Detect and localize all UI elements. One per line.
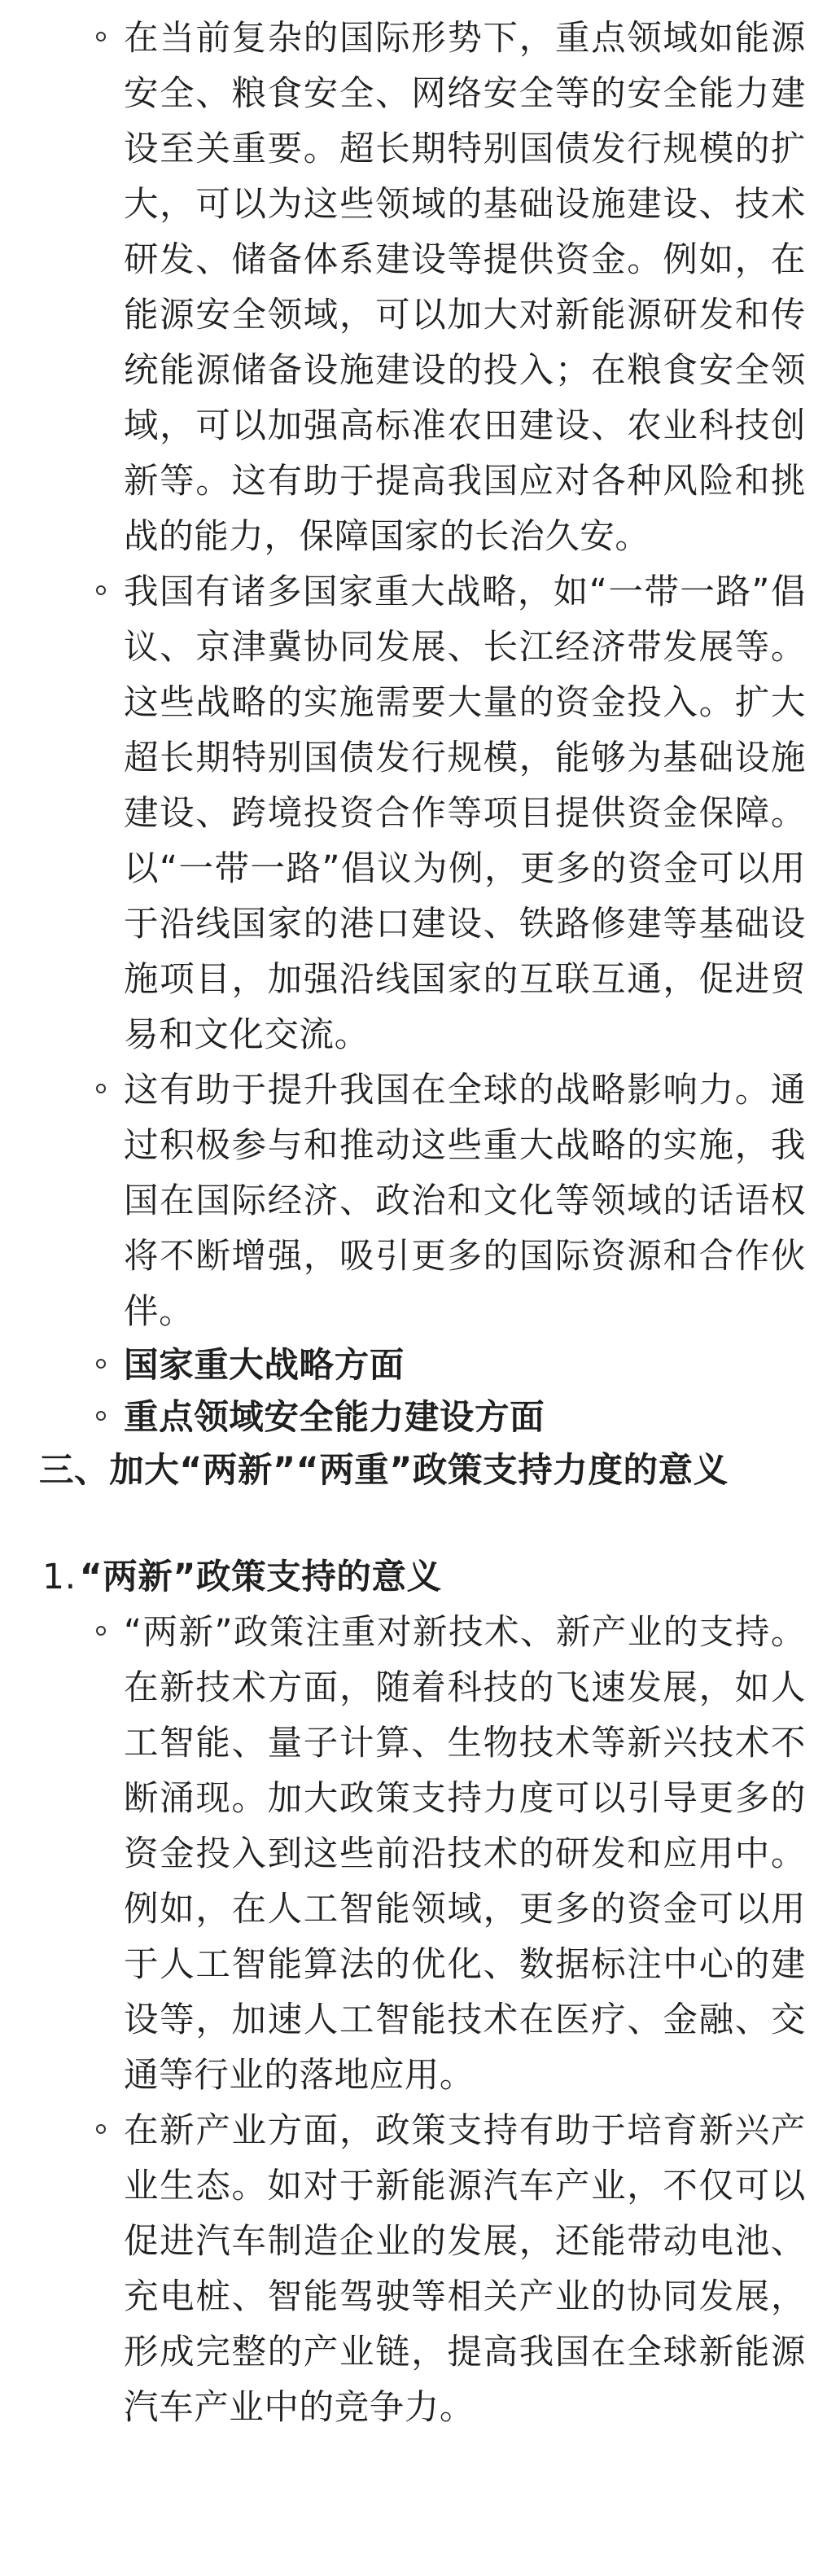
list-item-text: 在新产业方面，政策支持有助于培育新兴产业生态。如对于新能源汽车产业，不仅可以促进汽车制造企业的发展，还能带动电池、充电桩、智能驾驶等相关产业的协同发展，形成完整的产业链，提高我国在全球新能源汽车产业中的竞争力。 xyxy=(124,2111,806,2428)
list-item-security-heading xyxy=(124,1392,806,1444)
hollow-bullet-icon xyxy=(96,1626,106,1636)
list-item-text: 重点领域安全能力建设方面 xyxy=(124,1398,545,1438)
item-number: 1. xyxy=(42,1557,77,1597)
list-item-new-industry xyxy=(124,2104,806,2436)
list-item-text: 我国有诸多国家重大战略，如“一带一路”倡议、京津冀协同发展、长江经济带发展等。这些战略的实施需要大量的资金投入。扩大超长期特别国债发行规模，能够为基础设施建设、跨境投资合作等项目提供资金保障。以“一带一路”倡议为例，更多的资金可以用于沿线国家的港口建设、铁路修建等基础设施项目，加强沿线国家的互联互通，促进贸易和文化交流。 xyxy=(124,572,806,1055)
list-item-text: 在当前复杂的国际形势下，重点领域如能源安全、粮食安全、网络安全等的安全能力建设至关重要。超长期特别国债发行规模的扩大，可以为这些领域的基础设施建设、技术研发、储备体系建设等提供资金。例如，在能源安全领域，可以加大对新能源研发和传统能源储备设施建设的投入；在粮食安全领域，可以加强高标准农田建设、农业科技创新等。这有助于提高我国应对各种风险和挑战的能力，保障国家的长治久安。 xyxy=(124,19,806,557)
hollow-bullet-icon xyxy=(96,1084,106,1093)
section-heading: 三、加大“两新”“两重”政策支持力度的意义 xyxy=(39,1451,729,1491)
list-item-major-strategies xyxy=(124,565,806,1063)
numbered-item-title xyxy=(42,1550,781,1606)
list-item-security-capacity xyxy=(124,11,806,565)
list-item-text: 这有助于提升我国在全球的战略影响力。通过积极参与和推动这些重大战略的实施，我国在国际经济、政治和文化等领域的话语权将不断增强，吸引更多的国际资源和合作伙伴。 xyxy=(124,1071,806,1332)
list-item-text: “两新”政策注重对新技术、新产业的支持。在新技术方面，随着科技的飞速发展，如人工智能、量子计算、生物技术等新兴技术不断涌现。加大政策支持力度可以引导更多的资金投入到这些前沿技术的研发和应用中。例如，在人工智能领域，更多的资金可以用于人工智能算法的优化、数据标注中心的建设等，加速人工智能技术在医疗、金融、交通等行业的落地应用。 xyxy=(124,1613,806,2096)
spacer xyxy=(39,1498,781,1550)
list-item-strategy-heading xyxy=(124,1340,806,1392)
list-item-new-tech xyxy=(124,1606,806,2104)
item-title-text: “两新”政策支持的意义 xyxy=(79,1557,442,1597)
list-item-text: 国家重大战略方面 xyxy=(124,1346,405,1386)
hollow-bullet-icon xyxy=(96,1359,106,1369)
hollow-bullet-icon xyxy=(96,585,106,595)
hollow-bullet-icon xyxy=(96,32,106,42)
list-item-global-influence xyxy=(124,1063,806,1340)
hollow-bullet-icon xyxy=(96,2124,106,2134)
hollow-bullet-icon xyxy=(96,1411,106,1421)
